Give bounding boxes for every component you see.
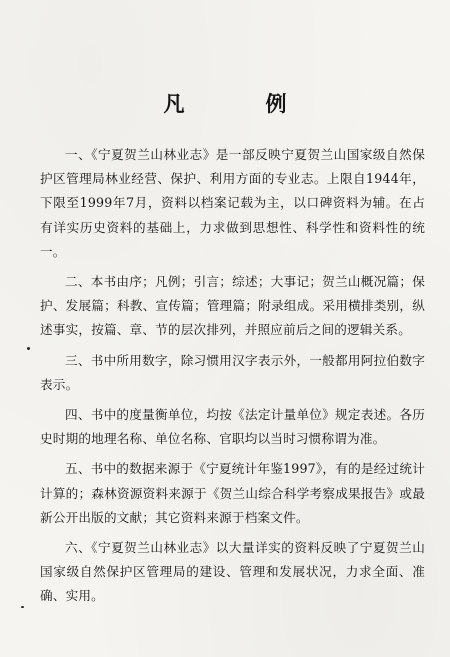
paragraph-3: 三、书中所用数字，除习惯用汉字表示外，一般都用阿拉伯数字表示。 xyxy=(40,352,425,392)
paragraph-5: 五、书中的数据来源于《宁夏统计年鉴1997》，有的是经过统计计算的；森林资源资料来源于《贺兰山综合科学考察成果报告》或最新公开出版的文献；其它资料来源于档案文件。 xyxy=(40,461,425,525)
paragraph-2: 二、本书由序；凡例；引言；综述；大事记；贺兰山概况篇；保护、发展篇；科教、宣传篇；管理篇；附录组成。采用横排类别，纵述事实，按篇、章、节的层次排列，并照应前后之间的逻辑关系。 xyxy=(40,274,425,338)
paragraph-4: 四、书中的度量衡单位，均按《法定计量单位》规定表述。各历史时期的地理名称、单位名称、官职均以当时习惯称谓为准。 xyxy=(40,407,425,447)
scan-speck xyxy=(21,606,24,608)
paragraph-6: 六、《宁夏贺兰山林业志》以大量详实的资料反映了宁夏贺兰山国家级自然保护区管理局的建设、管理和发展状况，力求全面、准确、实用。 xyxy=(40,540,425,604)
document-body xyxy=(40,143,425,615)
page-title: 凡 例 xyxy=(163,91,317,116)
paragraph-1: 一、《宁夏贺兰山林业志》是一部反映宁夏贺兰山国家级自然保护区管理局林业经营、保护、利用方面的专业志。上限自1944年，下限至1999年7月，资料以档案记载为主，以口碑资料为辅。在占有详实历史资料的基础上，力求做到思想性、科学性和资料性的统一。 xyxy=(40,147,425,259)
scan-speck xyxy=(27,347,30,350)
